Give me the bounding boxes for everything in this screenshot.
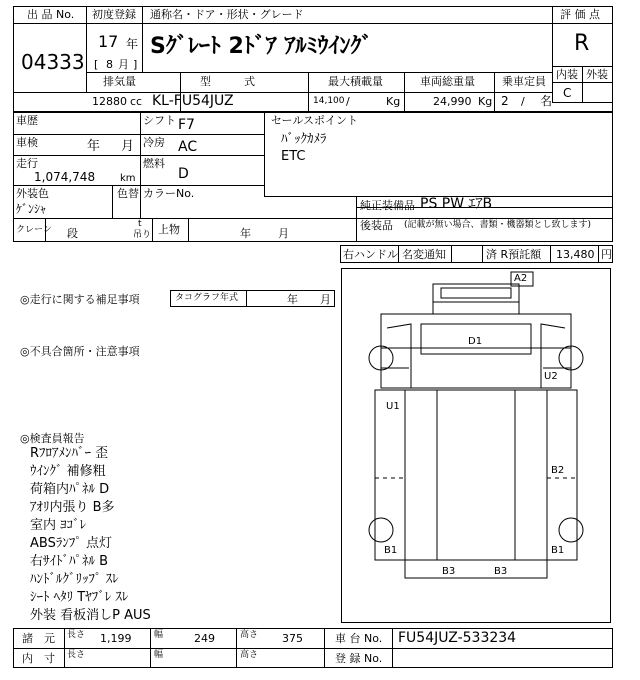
mileage-label: 走行: [16, 157, 38, 170]
tachograph-year-unit: 年: [287, 293, 298, 306]
inner-label: 内 寸: [22, 652, 55, 665]
max-load-unit: Kg: [386, 95, 401, 108]
length-value: 1,199: [100, 632, 132, 645]
aftermarket-note: (記載が無い場合、書類・機器類とし致します): [404, 220, 592, 230]
defects-label: ◎不具合箇所・注意事項: [20, 345, 140, 358]
mileage-value: 1,074,748: [34, 170, 96, 184]
diagram-label-b1-right: B1: [551, 545, 565, 556]
sales-point-2: ETC: [281, 149, 306, 164]
diagram-label-b3-right: B3: [494, 566, 508, 577]
width-value: 249: [194, 632, 215, 645]
fuel-label: 燃料: [143, 157, 165, 170]
width-label: 幅: [154, 630, 164, 640]
diagram-label-b1-left: B1: [384, 545, 398, 556]
inspector-item: Rﾌﾛｱﾒﾝﾊﾞｰ 歪: [30, 446, 109, 461]
crane-tier-unit: 段: [67, 227, 78, 240]
sales-points-label: セールスポイント: [271, 114, 359, 127]
shift-value: F7: [178, 117, 195, 133]
gvw: 24,990: [433, 95, 472, 108]
inspector-item: 荷箱内ﾊﾟﾈﾙ D: [30, 482, 110, 497]
model-code-label: 型 式: [200, 75, 255, 88]
color-change-label: 色替: [117, 187, 139, 200]
displacement: 12880: [92, 95, 127, 108]
diagram-label-u1: U1: [386, 401, 400, 412]
gvw-label: 車両総重量: [420, 75, 475, 88]
inspector-item: 右ｻｲﾄﾞﾊﾟﾈﾙ B: [30, 554, 109, 569]
reg-year: 17: [98, 32, 119, 51]
cab-roof-inner: [441, 288, 511, 298]
diagram-label-b2: B2: [551, 465, 565, 476]
rating-label: 評 価 点: [560, 8, 600, 21]
inspector-item: 外装 看板消しP AUS: [30, 608, 151, 623]
gvw-unit: Kg: [478, 95, 493, 108]
inner-width-label: 幅: [154, 650, 164, 660]
capacity: 2: [501, 94, 509, 108]
inner-length-label: 長さ: [67, 650, 86, 660]
recycle-amount: 13,480: [556, 248, 595, 261]
wheel-rear-right: [559, 518, 583, 542]
inspection-label: 車検: [16, 136, 38, 149]
registration-label: 登 録 No.: [335, 652, 383, 665]
diagram-label-u2: U2: [544, 371, 558, 382]
lot-no-label: 出 品 No.: [27, 8, 75, 21]
reg-month: 8: [106, 58, 113, 71]
max-load-slash: /: [346, 95, 350, 108]
interior-grade: C: [563, 86, 572, 100]
truck-diagram: [341, 268, 611, 623]
rating-value: R: [574, 31, 590, 56]
diagram-label-a2: A2: [514, 273, 528, 284]
lot-no: 04333: [21, 50, 85, 74]
aircon-label: 冷房: [143, 136, 165, 149]
crane-ton-unit: t: [138, 219, 142, 229]
reg-month-open: [: [94, 58, 99, 71]
crane-hoist-unit: 吊り: [133, 230, 152, 240]
handle-value: 右ハンドル: [343, 248, 398, 261]
recycle-unit: 円: [601, 248, 612, 261]
diagram-label-d1: D1: [468, 336, 483, 347]
shift-label: シフト: [143, 114, 176, 127]
aftermarket-label: 後装品: [360, 219, 393, 232]
rear-panel: [405, 560, 547, 578]
inspector-item: ｱｵﾘ内張り B多: [30, 500, 115, 515]
cab-roof: [433, 284, 519, 302]
genuine-equipment: PS PW ｴｱB: [420, 196, 493, 212]
displacement-unit: cc: [130, 95, 143, 108]
reg-month-unit: 月: [118, 58, 129, 71]
sales-point-1: ﾊﾞｯｸｶﾒﾗ: [281, 132, 327, 147]
tachograph-month-unit: 月: [320, 293, 331, 306]
inspector-label: ◎検査員報告: [20, 432, 85, 445]
capacity-slash: /: [521, 95, 525, 108]
genuine-equipment-label: 純正装備品: [360, 199, 415, 212]
liftgate-month-unit: 月: [278, 227, 289, 240]
diagram-label-b3-left: B3: [442, 566, 456, 577]
model-code: KL-FU54JUZ: [152, 93, 234, 109]
inspector-item: ｳｲﾝｸﾞ 補修粗: [30, 464, 106, 479]
aircon-value: AC: [178, 139, 198, 155]
driving-notes-label: ◎走行に関する補足事項: [20, 293, 140, 306]
model-name: Sｸﾞﾚｰﾄ 2ﾄﾞｱ ｱﾙﾐｳｲﾝｸﾞ: [150, 34, 373, 59]
exterior-label: 外装: [586, 68, 608, 81]
height-label: 高さ: [240, 630, 259, 640]
first-reg-label: 初度登録: [92, 8, 136, 21]
inspector-item: ABSﾗﾝﾌﾟ 点灯: [30, 536, 112, 551]
inspection-month-unit: 月: [121, 139, 135, 154]
color-no-label: カラーNo.: [143, 187, 195, 200]
inspector-item: ｼｰﾄ ﾍﾀﾘ Tﾔﾌﾞﾚ ｽﾚ: [30, 590, 129, 605]
inspector-item: ﾊﾝﾄﾞﾙｸﾞﾘｯﾌﾟ ｽﾚ: [30, 572, 119, 587]
interior-label: 内装: [556, 68, 578, 81]
color-label: 外装色: [16, 187, 49, 200]
reg-year-unit: 年: [126, 37, 139, 51]
inner-height-label: 高さ: [240, 650, 259, 660]
inspection-year-unit: 年: [87, 139, 101, 154]
reg-month-close: ]: [133, 58, 138, 71]
recycle-label: 済 R預託額: [486, 248, 542, 261]
displacement-label: 排気量: [103, 75, 136, 88]
tachograph-label: タコグラフ年式: [175, 293, 239, 303]
max-load-label: 最大積載量: [328, 75, 383, 88]
length-label: 長さ: [67, 630, 86, 640]
capacity-unit: 名: [540, 94, 553, 108]
crane-label: クレーン: [16, 225, 52, 235]
wheel-rear-left: [369, 518, 393, 542]
specs-label: 諸 元: [22, 632, 55, 645]
chassis-label: 車 台 No.: [335, 632, 383, 645]
model-name-label: 通称名・ドア・形状・グレード: [150, 8, 304, 21]
liftgate-year-unit: 年: [240, 227, 251, 240]
fuel-value: D: [178, 166, 189, 182]
mileage-unit: km: [120, 173, 136, 184]
color-value: ｹﾞﾝｼｬ: [16, 202, 47, 216]
capacity-label: 乗車定員: [502, 75, 546, 88]
max-load: 14,100: [313, 96, 345, 106]
liftgate-label: 上物: [158, 223, 180, 236]
name-change-label: 名変通知: [402, 248, 446, 261]
history-label: 車歴: [16, 114, 38, 127]
inspector-item: 室内 ﾖｺﾞﾚ: [30, 518, 87, 533]
height-value: 375: [282, 632, 303, 645]
chassis-no: FU54JUZ-533234: [398, 630, 517, 646]
